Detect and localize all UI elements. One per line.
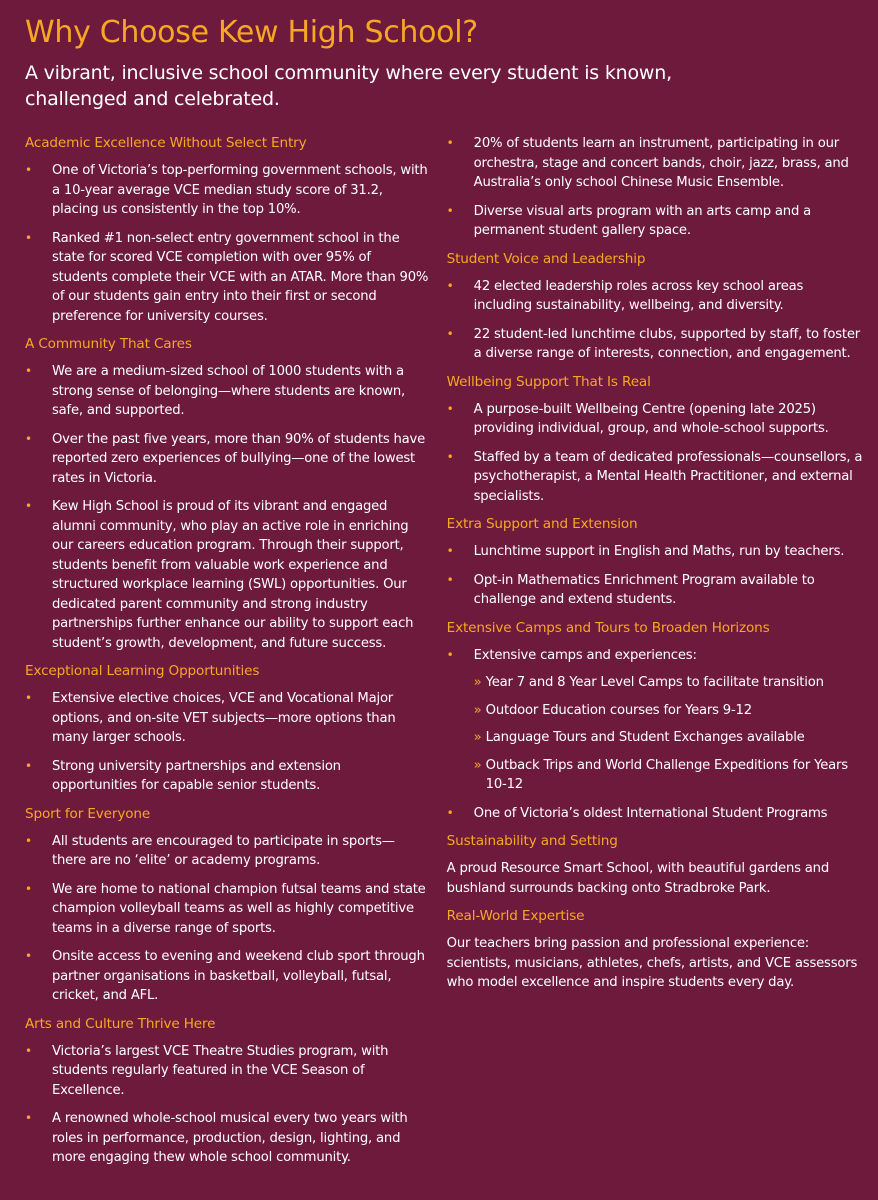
- section-arts: [25, 1015, 429, 1168]
- section-sport: [25, 805, 429, 1006]
- section-camps: [447, 619, 864, 824]
- list-item: • A purpose-built Wellbeing Centre (opening late 2025) providing individual, group, and whole-school supports.: [447, 400, 864, 439]
- sub-list-item: » Outback Trips and World Challenge Expeditions for Years 10-12: [474, 756, 864, 795]
- list-item: • Onsite access to evening and weekend club sport through partner organisations in basketball, volleyball, futsal, cricket, and AFL.: [25, 947, 429, 1006]
- section-heading: Arts and Culture Thrive Here: [25, 1015, 216, 1032]
- list-item: • One of Victoria’s top-performing government schools, with a 10-year average VCE median study score of 31.2, placing us consistently in the top 10%.: [25, 161, 429, 220]
- section-heading: Student Voice and Leadership: [446, 250, 646, 267]
- section-community: [25, 335, 429, 653]
- section-heading: Academic Excellence Without Select Entry: [25, 135, 307, 151]
- list-item: • Lunchtime support in English and Maths, run by teachers.: [447, 542, 864, 562]
- sub-list-item: » Outdoor Education courses for Years 9-12: [474, 701, 864, 721]
- list-item: • One of Victoria’s oldest International Student Programs: [447, 804, 864, 824]
- section-wellbeing: [447, 373, 864, 507]
- list-item: • Staffed by a team of dedicated professionals—counsellors, a psychotherapist, a Mental Health Practitioner, and external specialists.: [447, 448, 864, 507]
- section-expertise: [447, 907, 864, 993]
- list-item: • Victoria’s largest VCE Theatre Studies program, with students regularly featured in the VCE Season of Excellence.: [25, 1042, 429, 1101]
- section-heading: Sustainability and Setting: [446, 833, 618, 849]
- page-title: Why Choose Kew High School?: [25, 15, 478, 50]
- section-text: A proud Resource Smart School, with beautiful gardens and bushland surrounds backing onto Stradbroke Park.: [446, 861, 830, 896]
- section-heading: Exceptional Learning Opportunities: [25, 663, 260, 679]
- page-subtitle: A vibrant, inclusive school community where every student is known, challenged and celebrated.: [25, 62, 672, 110]
- list-item: • A renowned whole-school musical every two years with roles in performance, production, design, lighting, and more engaging thew whole school community.: [25, 1109, 429, 1168]
- section-student-voice: [447, 250, 864, 364]
- section-heading: Wellbeing Support That Is Real: [446, 373, 651, 390]
- list-item: • We are home to national champion futsal teams and state champion volleyball teams as well as highly competitive teams in a diverse range of sports.: [25, 880, 429, 939]
- right-column: [447, 134, 864, 1177]
- section-academic: [25, 134, 429, 326]
- list-item: • Diverse visual arts program with an arts camp and a permanent student gallery space.: [447, 202, 864, 241]
- section-sustainability: [447, 832, 864, 898]
- section-heading: A Community That Cares: [25, 336, 192, 352]
- section-heading: Sport for Everyone: [25, 805, 151, 822]
- list-item: • We are a medium-sized school of 1000 students with a strong sense of belonging—where students are known, safe, and supported.: [25, 362, 429, 421]
- left-column: [25, 134, 429, 1177]
- section-learning: [25, 662, 429, 796]
- list-item: • Strong university partnerships and extension opportunities for capable senior students.: [25, 757, 429, 796]
- list-item: • All students are encouraged to participate in sports—there are no ‘elite’ or academy programs.: [25, 832, 429, 871]
- list-item: • 22 student-led lunchtime clubs, supported by staff, to foster a diverse range of interests, connection, and engagement.: [447, 325, 864, 364]
- section-text: Our teachers bring passion and professional experience: scientists, musicians, athletes, chefs, artists, and VCE assessors who model excellence and inspire students every day.: [446, 936, 858, 990]
- section-extra-support: [447, 515, 864, 610]
- list-item: • Ranked #1 non-select entry government school in the state for scored VCE completion with over 95% of students complete their VCE with an ATAR. More than 90% of our students gain entry into their first or second preference for university courses.: [25, 229, 429, 327]
- list-item: • 42 elected leadership roles across key school areas including sustainability, wellbeing, and diversity.: [447, 277, 864, 316]
- list-item: • Over the past five years, more than 90% of students have reported zero experiences of bullying—one of the lowest rates in Victoria.: [25, 430, 429, 489]
- section-arts-continued: [447, 134, 864, 241]
- list-item: • 20% of students learn an instrument, participating in our orchestra, stage and concert bands, choir, jazz, brass, and Australia’s only school Chinese Music Ensemble.: [447, 134, 864, 193]
- section-heading: Extra Support and Extension: [446, 516, 638, 532]
- section-heading: Real-World Expertise: [446, 908, 585, 924]
- section-heading: Extensive Camps and Tours to Broaden Horizons: [446, 619, 770, 636]
- sub-list: [474, 673, 864, 795]
- list-item: [447, 646, 864, 795]
- list-item: • Opt-in Mathematics Enrichment Program available to challenge and extend students.: [447, 571, 864, 610]
- list-item: • Kew High School is proud of its vibrant and engaged alumni community, who play an active role in enriching our careers education program. Through their support, students benefit from valuable work experience and structured workplace learning (SWL) opportunities. Our dedicated parent community and strong industry partnerships further enhance our ability to support each student’s growth, development, and future success.: [25, 497, 429, 653]
- sub-list-item: » Year 7 and 8 Year Level Camps to facilitate transition: [474, 673, 864, 693]
- content-columns: [25, 134, 864, 1177]
- sub-list-item: » Language Tours and Student Exchanges available: [474, 728, 864, 748]
- list-item-text: Extensive camps and experiences:: [473, 647, 697, 663]
- list-item: • Extensive elective choices, VCE and Vocational Major options, and on-site VET subjects—more options than many larger schools.: [25, 689, 429, 748]
